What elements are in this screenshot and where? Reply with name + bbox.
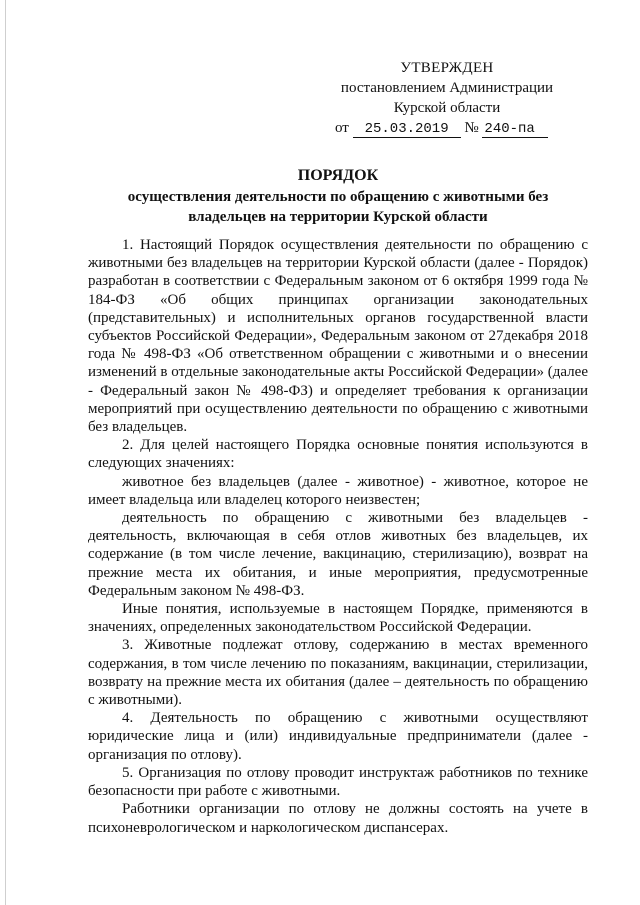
approval-line-1: постановлением Администрации	[340, 80, 554, 96]
paragraph-2: 2. Для целей настоящего Порядка основные понятия используются в следующих значениях:	[88, 437, 588, 472]
approval-number: 240-па	[482, 121, 548, 138]
approval-date: 25.03.2019	[353, 121, 461, 138]
date-prefix: от	[335, 120, 349, 136]
document-heading	[88, 166, 588, 227]
paragraph-1: 1. Настоящий Порядок осуществления деятельности по обращению с животными без владельцев на территории Курской области (далее - Порядок) разработан в соответствии с Федеральным законом от 6 октября 1999 года № 184-ФЗ «Об общих принципах организации законодательных (представительных) и исполнительных органов государственной власти субъектов Российской Федерации», Федеральным законом от 27декабря 2018 года № 498-ФЗ «Об ответственном обращении с животными и о внесении изменений в отдельные законодательные акты Российской Федерации» (далее - Федеральный закон № 498-ФЗ) и определяет требования к организации мероприятий при осуществлению деятельности по обращению с животными без владельцев.	[88, 237, 588, 436]
scan-edge-line	[5, 0, 6, 905]
definition-activity: деятельность по обращению с животными без владельцев - деятельность, включающая в себя отлов животных без владельцев, их содержание (в том числе лечение, вакцинацию, стерилизацию), возврат на прежние места их обитания, и иные мероприятия, предусмотренные Федеральным законом № 498-ФЗ.	[88, 510, 588, 599]
paragraph-other-terms: Иные понятия, используемые в настоящем Порядке, применяются в значениях, определенных законодательством Российской Федерации.	[88, 601, 588, 636]
paragraph-4: 4. Деятельность по обращению с животными осуществляют юридические лица и (или) индивидуальные предприниматели (далее - организация по отлову).	[88, 710, 588, 763]
paragraph-3: 3. Животные подлежат отлову, содержанию в местах временного содержания, в том числе лечению по показаниям, вакцинации, стерилизации, возврату на прежние места их обитания (далее – деятельность по обращению с животными).	[88, 637, 588, 709]
paragraph-workers: Работники организации по отлову не должны состоять на учете в психоневрологическом и наркологическом диспансерах.	[88, 801, 588, 836]
approval-title: УТВЕРЖДЕН	[400, 60, 494, 76]
approval-line-2: Курской области	[393, 100, 501, 116]
document-subtitle: осуществления деятельности по обращению с животными без владельцев на территории Курской области	[127, 189, 549, 225]
paragraph-5: 5. Организация по отлову проводит инструктаж работников по технике безопасности при работе с животными.	[88, 764, 588, 800]
document-body	[88, 236, 588, 837]
document-title: ПОРЯДОК	[297, 167, 379, 184]
approval-stamp	[322, 58, 572, 138]
definition-animal: животное без владельцев (далее - животное) - животное, которое не имеет владельца или владелец которого неизвестен;	[88, 473, 588, 508]
approval-date-line	[322, 118, 572, 138]
number-prefix: №	[464, 120, 479, 136]
